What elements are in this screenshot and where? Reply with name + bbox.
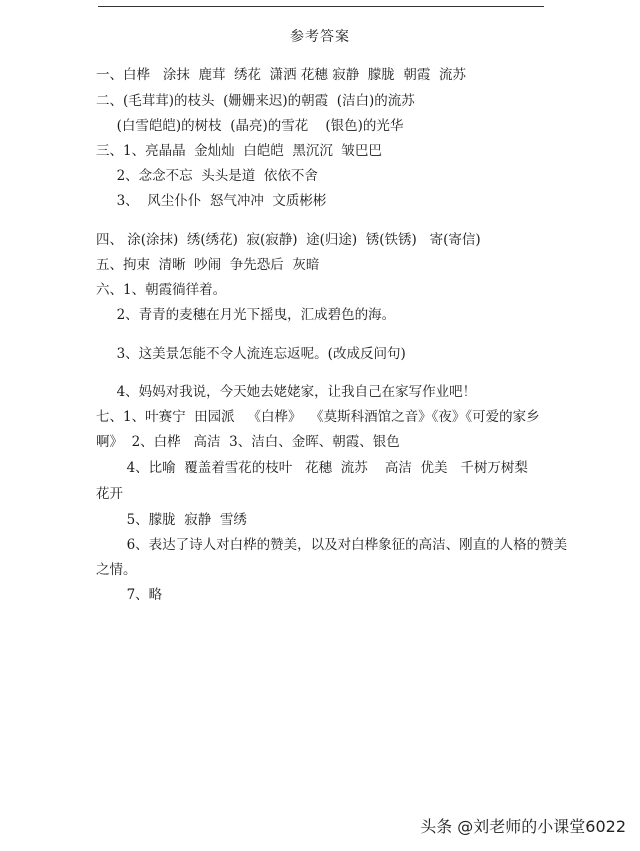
answer-line-14: 啊》 2、白桦 高洁 3、洁白、金晖、朝霞、银色 — [96, 434, 400, 450]
answer-line-17: 5、朦胧 寂静 雪绣 — [118, 512, 247, 528]
answer-line-10: 2、青青的麦穗在月光下摇曳，汇成碧色的海。 — [108, 307, 396, 323]
watermark: 头条 @刘老师的小课堂6022 — [420, 817, 626, 836]
answer-line-16: 花开 — [96, 486, 123, 502]
answer-line-8: 五、拘束 清晰 吵闹 争先恐后 灰暗 — [96, 257, 320, 273]
top-rule — [98, 6, 544, 7]
answer-line-13: 七、1、叶赛宁 田园派 《白桦》 《莫斯科酒馆之音》《夜》《可爱的家乡 — [96, 409, 540, 425]
answer-line-20: 7、略 — [118, 587, 163, 603]
answer-line-18: 6、表达了诗人对白桦的赞美，以及对白桦象征的高洁、刚直的人格的赞美 — [118, 537, 568, 553]
answer-line-7: 四、 涂(涂抹) 绣(绣花) 寂(寂静) 途(归途) 锈(铁锈) 寄(寄信) — [96, 232, 481, 248]
answer-line-4: 三、1、亮晶晶 金灿灿 白皑皑 黑沉沉 皱巴巴 — [96, 143, 382, 159]
answer-line-3: (白雪皑皑)的树枝 (晶亮)的雪花 (银色)的光华 — [108, 118, 404, 134]
answer-line-12: 4、妈妈对我说，今天她去姥姥家，让我自己在家写作业吧！ — [108, 384, 477, 400]
page-title: 参考答案 — [290, 29, 350, 45]
answer-line-2: 二、(毛茸茸)的枝头 (姗姗来迟)的朝霞 (洁白)的流苏 — [96, 93, 415, 109]
answer-line-19: 之情。 — [96, 562, 137, 578]
answer-line-15: 4、比喻 覆盖着雪花的枝叶 花穗 流苏 高洁 优美 千树万树梨 — [118, 460, 528, 476]
answer-line-1: 一、白桦 涂抹 鹿茸 绣花 潇洒 花穗 寂静 朦胧 朝霞 流苏 — [96, 67, 466, 83]
answer-line-11: 3、这美景怎能不令人流连忘返呢。(改成反问句) — [108, 346, 406, 362]
answer-line-9: 六、1、朝霞徜徉着。 — [96, 282, 227, 298]
answer-line-5: 2、念念不忘 头头是道 依依不舍 — [108, 168, 318, 184]
answer-line-6: 3、 风尘仆仆 怒气冲冲 文质彬彬 — [108, 193, 327, 209]
